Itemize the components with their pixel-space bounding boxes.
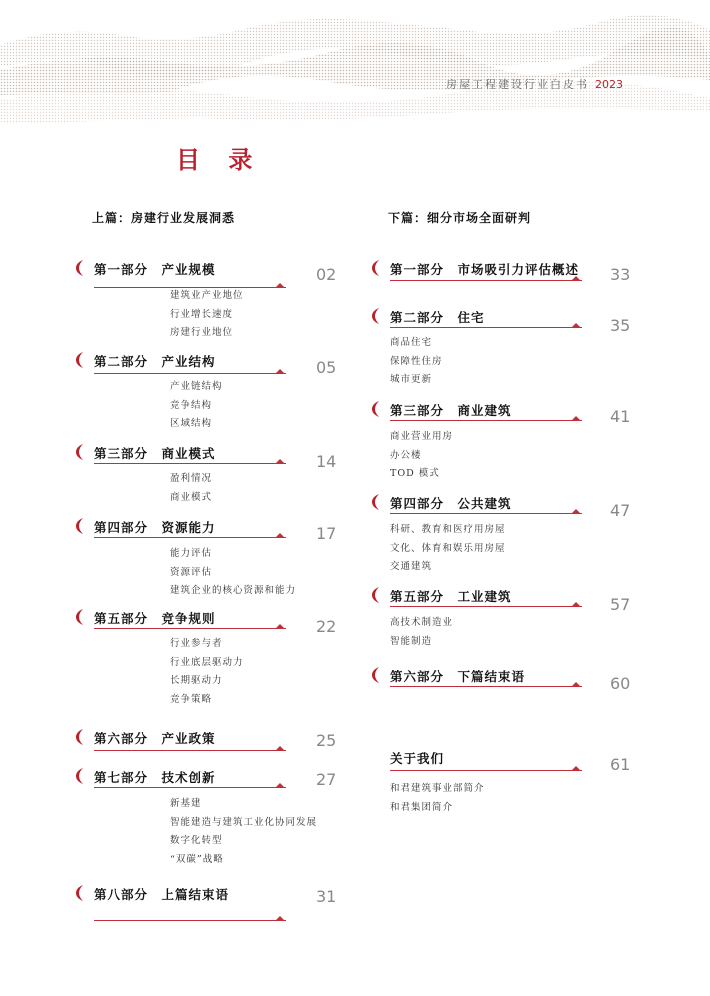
section-heading[interactable]: 第六部分 产业政策 (94, 731, 216, 746)
subsection-item[interactable]: 行业参与者 (170, 638, 223, 649)
underline-marker (572, 682, 580, 686)
section-heading[interactable]: 第八部分 上篇结束语 (94, 887, 230, 902)
section-heading[interactable]: 第四部分 资源能力 (94, 520, 216, 535)
section-underline (390, 606, 582, 607)
about-us-list (390, 780, 485, 817)
underline-marker (276, 783, 284, 787)
section-underline (390, 770, 582, 771)
section-underline (94, 628, 286, 629)
subsection-item[interactable]: 办公楼 (390, 449, 422, 461)
subsection-list (170, 470, 212, 507)
subsection-item[interactable]: 数字化转型 (170, 835, 223, 846)
subsection-item[interactable]: 交通建筑 (390, 561, 433, 572)
subsection-item[interactable]: 商业模式 (170, 491, 213, 503)
red-bracket-icon (370, 586, 382, 604)
subsection-item[interactable]: “双碳”战略 (170, 853, 224, 865)
subsection-list (170, 545, 296, 601)
section-underline (390, 513, 582, 514)
section-underline (390, 420, 582, 421)
subsection-list (390, 428, 453, 484)
underline-marker (276, 916, 284, 920)
subsection-list (390, 521, 506, 577)
subsection-item[interactable]: 建筑企业的核心资源和能力 (170, 585, 297, 596)
underline-marker (276, 533, 284, 537)
section-heading[interactable]: 第二部分 住宅 (390, 310, 485, 325)
page-number: 27 (316, 770, 337, 789)
underline-marker (572, 323, 580, 327)
subsection-list (390, 614, 453, 651)
section-underline (94, 920, 286, 921)
underline-marker (276, 459, 284, 463)
underline-marker (276, 746, 284, 750)
section-underline (390, 280, 582, 281)
subsection-item[interactable]: 行业增长速度 (170, 308, 234, 320)
subsection-item[interactable]: 房建行业地位 (170, 327, 234, 338)
section-heading[interactable]: 第四部分 公共建筑 (390, 496, 512, 511)
page-number: 25 (316, 731, 337, 750)
page-number: 02 (316, 265, 337, 284)
subsection-item[interactable]: 盈利情况 (170, 473, 213, 484)
red-bracket-icon (74, 259, 86, 277)
section-underline (94, 537, 286, 538)
subsection-item[interactable]: TOD 模式 (390, 468, 440, 479)
page-number: 41 (610, 407, 631, 426)
section-heading[interactable]: 第五部分 竞争规则 (94, 611, 216, 626)
underline-marker (572, 766, 580, 770)
underline-marker (276, 283, 284, 287)
subsection-item[interactable]: 区域结构 (170, 418, 213, 429)
section-underline (94, 463, 286, 464)
about-us-heading[interactable]: 关于我们 (390, 751, 445, 766)
page-number: 47 (610, 501, 631, 520)
subsection-item[interactable]: 能力评估 (170, 548, 213, 559)
subsection-item[interactable]: 保障性住房 (390, 355, 443, 367)
subsection-item[interactable]: 商品住宅 (390, 337, 433, 348)
page-number: 33 (610, 265, 631, 284)
subsection-item[interactable]: 商业营业用房 (390, 431, 454, 442)
subsection-item[interactable]: 文化、体育和娱乐用房屋 (390, 542, 506, 554)
subsection-list (390, 334, 443, 390)
subsection-item[interactable]: 资源评估 (170, 566, 213, 578)
subsection-item[interactable]: 高技术制造业 (390, 617, 454, 628)
subsection-list (170, 635, 244, 709)
volume-title-lower: 下篇：细分市场全面研判 (388, 211, 532, 225)
section-heading[interactable]: 第一部分 市场吸引力评估概述 (390, 262, 580, 277)
page-number: 57 (610, 595, 631, 614)
underline-marker (572, 416, 580, 420)
section-heading[interactable]: 第五部分 工业建筑 (390, 589, 512, 604)
subsection-item[interactable]: 新基建 (170, 798, 202, 809)
page-number: 60 (610, 674, 631, 693)
red-bracket-icon (74, 517, 86, 535)
red-bracket-icon (74, 443, 86, 461)
red-bracket-icon (370, 400, 382, 418)
subsection-item[interactable]: 智能制造 (390, 635, 433, 647)
section-heading[interactable]: 第二部分 产业结构 (94, 354, 216, 369)
red-bracket-icon (74, 767, 86, 785)
subsection-list (170, 287, 244, 343)
underline-marker (276, 369, 284, 373)
subsection-item[interactable]: 和君建筑事业部简介 (390, 783, 485, 794)
section-underline (94, 787, 286, 788)
page-number: 35 (610, 316, 631, 335)
section-heading[interactable]: 第三部分 商业模式 (94, 446, 216, 461)
page-number: 31 (316, 887, 337, 906)
red-bracket-icon (370, 666, 382, 684)
subsection-item[interactable]: 城市更新 (390, 374, 433, 385)
subsection-item[interactable]: 和君集团简介 (390, 801, 454, 813)
volume-title-upper: 上篇：房建行业发展洞悉 (92, 211, 236, 225)
red-bracket-icon (370, 493, 382, 511)
page-number: 17 (316, 524, 337, 543)
section-heading[interactable]: 第六部分 下篇结束语 (390, 669, 526, 684)
mountain-header-decoration (0, 0, 710, 140)
red-bracket-icon (74, 608, 86, 626)
underline-marker (572, 509, 580, 513)
report-header (446, 76, 623, 92)
subsection-item[interactable]: 智能建造与建筑工业化协同发展 (170, 816, 318, 828)
subsection-list (170, 378, 223, 434)
underline-marker (572, 276, 580, 280)
toc-title: 目 录 (176, 145, 263, 174)
subsection-item[interactable]: 建筑业产业地位 (170, 290, 244, 301)
subsection-item[interactable]: 产业链结构 (170, 381, 223, 392)
red-bracket-icon (370, 259, 382, 277)
underline-marker (276, 624, 284, 628)
page-number: 05 (316, 358, 337, 377)
red-bracket-icon (74, 351, 86, 369)
red-bracket-icon (370, 307, 382, 325)
report-year: 2023 (595, 78, 623, 91)
red-bracket-icon (74, 728, 86, 746)
section-underline (94, 373, 286, 374)
subsection-item[interactable]: 竞争策略 (170, 693, 213, 705)
red-bracket-icon (74, 884, 86, 902)
section-underline (94, 750, 286, 751)
page-number: 61 (610, 755, 631, 774)
subsection-item[interactable]: 长期驱动力 (170, 675, 223, 686)
section-underline (390, 686, 582, 687)
page-number: 14 (316, 452, 337, 471)
section-heading[interactable]: 第一部分 产业规模 (94, 262, 216, 277)
report-title: 房屋工程建设行业白皮书 (446, 78, 589, 91)
section-underline (390, 327, 582, 328)
subsection-item[interactable]: 行业底层驱动力 (170, 656, 244, 668)
section-heading[interactable]: 第三部分 商业建筑 (390, 403, 512, 418)
subsection-item[interactable]: 科研、教育和医疗用房屋 (390, 524, 506, 535)
subsection-item[interactable]: 竞争结构 (170, 399, 213, 411)
subsection-list (170, 795, 317, 869)
page-number: 22 (316, 617, 337, 636)
section-heading[interactable]: 第七部分 技术创新 (94, 770, 216, 785)
underline-marker (572, 602, 580, 606)
